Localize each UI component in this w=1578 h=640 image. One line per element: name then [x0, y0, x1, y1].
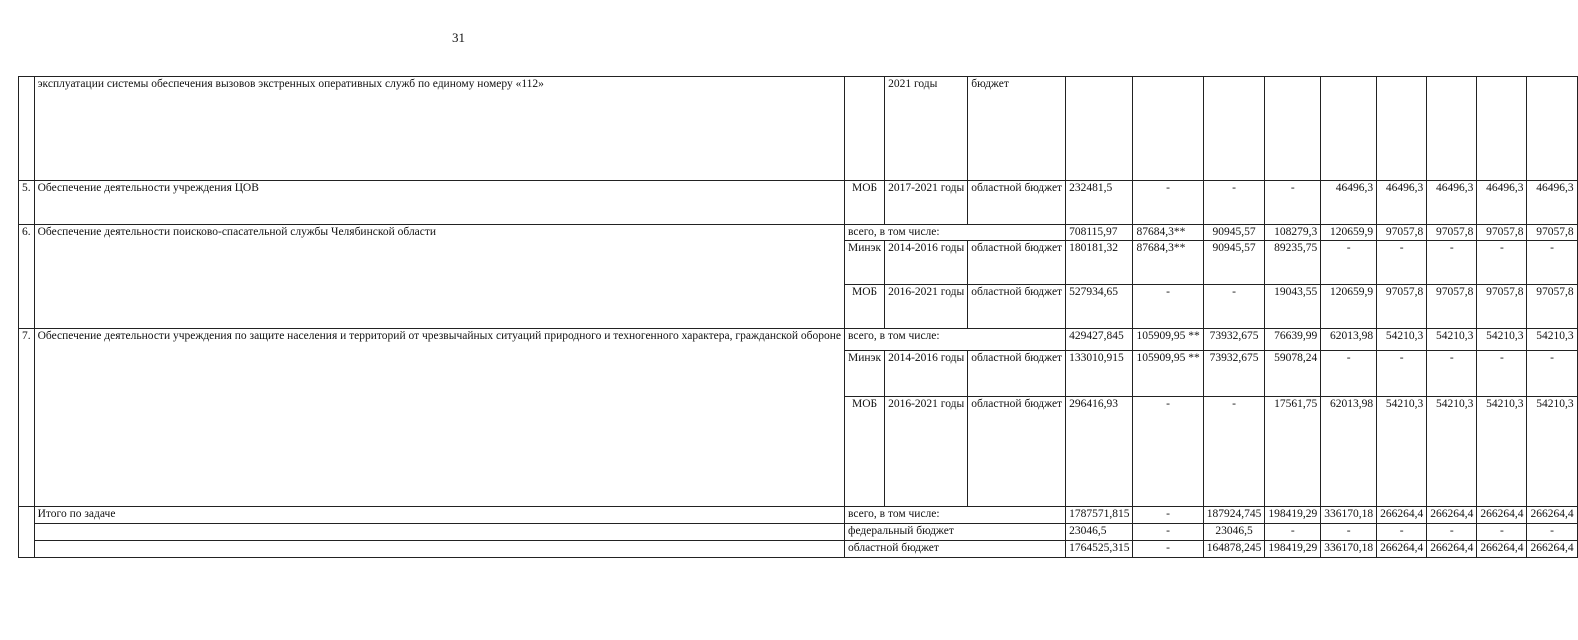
total-cell: 708115,97 — [1066, 225, 1133, 241]
total-cell: 23046,5 — [1066, 524, 1133, 541]
value-cell: 54210,3 — [1377, 329, 1427, 351]
table-row — [19, 181, 1578, 225]
measure-name: Обеспечение деятельности поисково-спасательной службы Челябинской области — [34, 225, 844, 329]
value-cell: - — [1133, 524, 1203, 541]
total-cell: 429427,845 — [1066, 329, 1133, 351]
value-cell: 62013,98 — [1321, 329, 1377, 351]
executor-cell: Минэк — [845, 241, 885, 285]
value-cell: 105909,95 ** — [1133, 329, 1203, 351]
value-cell: - — [1477, 241, 1527, 285]
value-cell: 46496,3 — [1321, 181, 1377, 225]
measure-name: Обеспечение деятельности учреждения по защите населения и территорий от чрезвычайных ситуаций природного и техногенного характера, гражданской обороне — [34, 329, 844, 507]
value-cell: 73932,675 — [1203, 329, 1265, 351]
total-cell: 1764525,315 — [1066, 541, 1133, 558]
value-cell: 54210,3 — [1427, 329, 1477, 351]
value-cell: - — [1427, 524, 1477, 541]
value-cell: 54210,3 — [1527, 397, 1577, 507]
executor-cell: МОБ — [845, 397, 885, 507]
years-cell: 2014-2016 годы — [885, 241, 968, 285]
value-cell: - — [1133, 181, 1203, 225]
value-cell: 87684,3** — [1133, 225, 1203, 241]
value-cell: - — [1427, 351, 1477, 397]
table-row — [19, 541, 1578, 558]
value-cell: - — [1265, 181, 1321, 225]
all-label: всего, в том числе: — [845, 225, 1066, 241]
value-cell: 266264,4 — [1427, 507, 1477, 524]
source-cell: областной бюджет — [968, 181, 1066, 225]
value-cell: 97057,8 — [1427, 225, 1477, 241]
value-cell: 54210,3 — [1427, 397, 1477, 507]
executor-cell: Минэк — [845, 351, 885, 397]
value-cell: 46496,3 — [1377, 181, 1427, 225]
value-cell: 266264,4 — [1527, 541, 1577, 558]
source-cell: областной бюджет — [968, 351, 1066, 397]
total-cell: 232481,5 — [1066, 181, 1133, 225]
row-number: 6. — [19, 225, 35, 329]
value-cell: 89235,75 — [1265, 241, 1321, 285]
total-cell: 527934,65 — [1066, 285, 1133, 329]
value-cell: 266264,4 — [1377, 541, 1427, 558]
value-cell: - — [1203, 285, 1265, 329]
budget-label: федеральный бюджет — [845, 524, 1066, 541]
years-cell: 2016-2021 годы — [885, 397, 968, 507]
value-cell: 97057,8 — [1477, 285, 1527, 329]
value-cell: 62013,98 — [1321, 397, 1377, 507]
value-cell: 46496,3 — [1427, 181, 1477, 225]
measure-name: Обеспечение деятельности учреждения ЦОВ — [34, 181, 844, 225]
value-cell: 266264,4 — [1477, 541, 1527, 558]
value-cell: - — [1477, 351, 1527, 397]
value-cell: 19043,55 — [1265, 285, 1321, 329]
source-cell: областной бюджет — [968, 397, 1066, 507]
budget-table — [18, 76, 1578, 558]
value-cell: 87684,3** — [1133, 241, 1203, 285]
value-cell: 59078,24 — [1265, 351, 1321, 397]
value-cell: 97057,8 — [1377, 225, 1427, 241]
value-cell: 54210,3 — [1377, 397, 1427, 507]
value-cell: - — [1203, 181, 1265, 225]
value-cell: 266264,4 — [1377, 507, 1427, 524]
years-cell: 2017-2021 годы — [885, 181, 968, 225]
table-row — [19, 507, 1578, 524]
value-cell: 97057,8 — [1377, 285, 1427, 329]
value-cell: - — [1133, 285, 1203, 329]
value-cell: 164878,245 — [1203, 541, 1265, 558]
all-label: всего, в том числе: — [845, 329, 1066, 351]
executor-cell: МОБ — [845, 285, 885, 329]
value-cell: 97057,8 — [1527, 285, 1577, 329]
value-cell: - — [1527, 241, 1577, 285]
value-cell: - — [1133, 397, 1203, 507]
total-cell: 1787571,815 — [1066, 507, 1133, 524]
value-cell: 54210,3 — [1527, 329, 1577, 351]
value-cell: 97057,8 — [1427, 285, 1477, 329]
value-cell: - — [1377, 524, 1427, 541]
value-cell: 120659,9 — [1321, 225, 1377, 241]
executor-cell: МОБ — [845, 181, 885, 225]
years-cell: 2014-2016 годы — [885, 351, 968, 397]
value-cell: 266264,4 — [1427, 541, 1477, 558]
value-cell: - — [1321, 241, 1377, 285]
value-cell: 54210,3 — [1477, 397, 1527, 507]
value-cell: 54210,3 — [1477, 329, 1527, 351]
value-cell: - — [1527, 351, 1577, 397]
total-cell: 296416,93 — [1066, 397, 1133, 507]
value-cell: - — [1477, 524, 1527, 541]
value-cell: 46496,3 — [1527, 181, 1577, 225]
source-cell: областной бюджет — [968, 241, 1066, 285]
budget-label: областной бюджет — [845, 541, 1066, 558]
value-cell: 120659,9 — [1321, 285, 1377, 329]
value-cell: - — [1265, 524, 1321, 541]
value-cell: 76639,99 — [1265, 329, 1321, 351]
measure-name: эксплуатации системы обеспечения вызовов экстренных оперативных служб по единому номеру «112» — [34, 77, 844, 181]
value-cell: - — [1133, 507, 1203, 524]
total-cell: 133010,915 — [1066, 351, 1133, 397]
table-row — [19, 77, 1578, 181]
value-cell: 17561,75 — [1265, 397, 1321, 507]
value-cell: 108279,3 — [1265, 225, 1321, 241]
value-cell: 23046,5 — [1203, 524, 1265, 541]
value-cell: - — [1133, 541, 1203, 558]
table-row — [19, 524, 1578, 541]
total-row-label: Итого по задаче — [34, 507, 844, 524]
page-number: 31 — [452, 30, 465, 45]
value-cell: 73932,675 — [1203, 351, 1265, 397]
value-cell: 336170,18 — [1321, 507, 1377, 524]
total-cell: 180181,32 — [1066, 241, 1133, 285]
value-cell: - — [1527, 524, 1577, 541]
value-cell: 266264,4 — [1477, 507, 1527, 524]
row-number: 5. — [19, 181, 35, 225]
value-cell: - — [1377, 241, 1427, 285]
value-cell: 97057,8 — [1477, 225, 1527, 241]
value-cell: 336170,18 — [1321, 541, 1377, 558]
value-cell: 97057,8 — [1527, 225, 1577, 241]
value-cell: 266264,4 — [1527, 507, 1577, 524]
value-cell: 46496,3 — [1477, 181, 1527, 225]
value-cell: 187924,745 — [1203, 507, 1265, 524]
table-row — [19, 329, 1578, 351]
years-cell: 2016-2021 годы — [885, 285, 968, 329]
value-cell: - — [1427, 241, 1477, 285]
years-cell: 2021 годы — [885, 77, 968, 181]
value-cell: 198419,29 — [1265, 541, 1321, 558]
all-label: всего, в том числе: — [845, 507, 1066, 524]
value-cell: - — [1321, 524, 1377, 541]
value-cell: 198419,29 — [1265, 507, 1321, 524]
value-cell: 90945,57 — [1203, 241, 1265, 285]
source-cell: областной бюджет — [968, 285, 1066, 329]
value-cell: 105909,95 ** — [1133, 351, 1203, 397]
value-cell: 90945,57 — [1203, 225, 1265, 241]
table-row — [19, 225, 1578, 241]
source-cell: бюджет — [968, 77, 1066, 181]
value-cell: - — [1377, 351, 1427, 397]
value-cell: - — [1321, 351, 1377, 397]
row-number: 7. — [19, 329, 35, 507]
value-cell: - — [1203, 397, 1265, 507]
